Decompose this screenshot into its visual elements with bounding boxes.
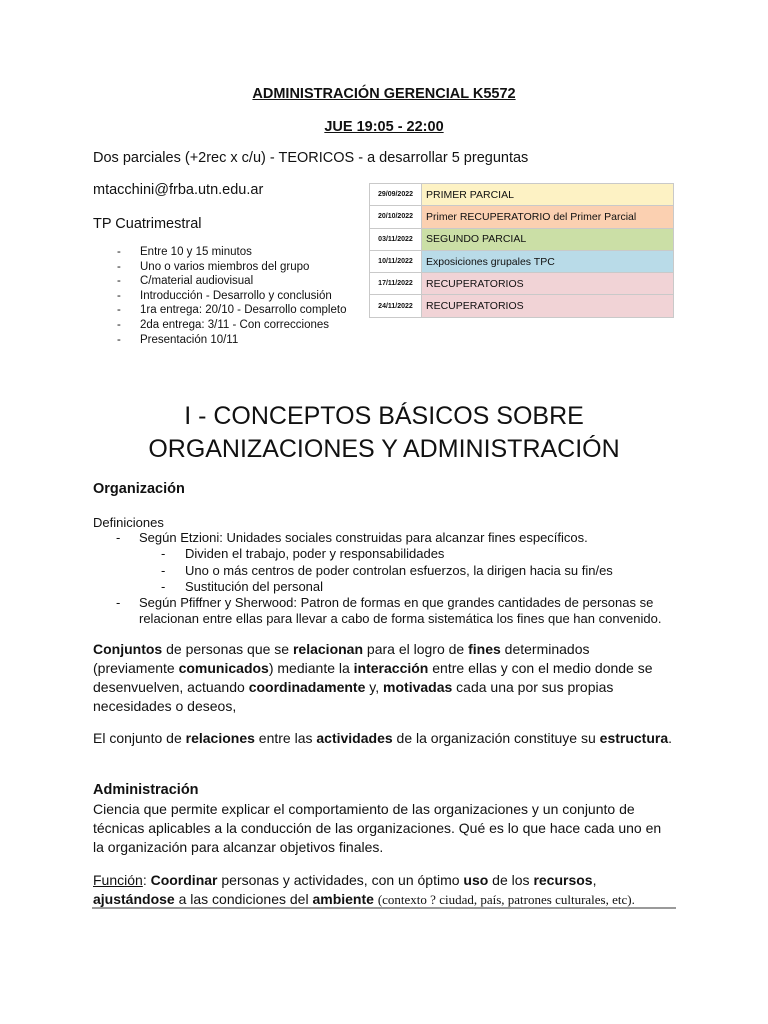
definition-pfiffner-line2: relacionan entre ellas para llevar a cabo de forma sistemática los fines que han convenido. <box>139 611 662 627</box>
divider <box>92 907 676 909</box>
emphasized-term: relacionan <box>292 641 364 657</box>
calendar-event: Exposiciones grupales TPC <box>422 250 674 272</box>
calendar-date: 03/11/2022 <box>370 228 422 250</box>
calendar-event: PRIMER PARCIAL <box>422 184 674 206</box>
list-item: - Presentación 10/11 <box>117 333 377 348</box>
emphasized-term: relaciones <box>185 730 255 746</box>
list-item: - Uno o varios miembros del grupo <box>117 260 377 275</box>
calendar-date: 10/11/2022 <box>370 250 422 272</box>
text-run: de personas que se <box>162 641 293 657</box>
calendar-date: 20/10/2022 <box>370 206 422 228</box>
list-item: - Sustitución del personal <box>93 579 693 595</box>
funcion-line1 <box>93 871 683 890</box>
list-item: - Dividen el trabajo, poder y responsabilidades <box>93 546 693 562</box>
parciales-info: Dos parciales (+2rec x c/u) - TEORICOS - a desarrollar 5 preguntas <box>93 150 529 166</box>
emphasized-term: ajustándose <box>93 891 175 907</box>
funcion-text-2 <box>93 891 374 907</box>
table-row <box>370 250 674 272</box>
tp-title: TP Cuatrimestral <box>93 216 202 232</box>
definiciones-label: Definiciones <box>93 515 164 530</box>
emphasized-term: uso <box>463 872 489 888</box>
definition-pfiffner <box>93 595 693 628</box>
emphasized-term: recursos <box>533 872 593 888</box>
emphasized-term: Conjuntos <box>93 641 163 657</box>
chapter-heading-line1: I - CONCEPTOS BÁSICOS SOBRE <box>184 402 584 430</box>
emphasized-term: coordinadamente <box>248 679 366 695</box>
document-title: ADMINISTRACIÓN GERENCIAL K5572 <box>252 86 516 102</box>
calendar-event: RECUPERATORIOS <box>422 295 674 317</box>
text-run: ) mediante la <box>268 660 354 676</box>
text-run: cada una por sus propias necesidades o deseos, <box>93 679 614 714</box>
text-run: personas y actividades, con un óptimo <box>217 872 464 888</box>
calendar-event: Primer RECUPERATORIO del Primer Parcial <box>422 206 674 228</box>
emphasized-term: comunicados <box>178 660 269 676</box>
section-heading-administracion: Administración <box>93 782 199 798</box>
list-item: - Uno o más centros de poder controlan esfuerzos, la dirigen hacia su fin/es <box>93 563 693 579</box>
calendar-date: 17/11/2022 <box>370 273 422 295</box>
text-run: entre ellas y con el medio donde se desenvuelven, actuando <box>93 660 653 695</box>
text-run: : <box>142 872 151 888</box>
funcion-text <box>143 872 597 888</box>
emphasized-term: Coordinar <box>150 872 218 888</box>
list-item: - Entre 10 y 15 minutos <box>117 245 377 260</box>
organizacion-paragraph <box>93 640 673 716</box>
text-run: de la organización constituye su <box>392 730 600 746</box>
text-run: a las condiciones del <box>174 891 313 907</box>
text-run: entre las <box>254 730 317 746</box>
calendar-event: SEGUNDO PARCIAL <box>422 228 674 250</box>
text-run: El conjunto de <box>93 730 186 746</box>
emphasized-term: actividades <box>316 730 393 746</box>
exam-calendar-table <box>369 183 674 318</box>
table-row <box>370 206 674 228</box>
text-run: determinados (previamente <box>93 641 590 676</box>
chapter-heading <box>0 400 768 466</box>
list-item: - 1ra entrega: 20/10 - Desarrollo completo <box>117 303 377 318</box>
emphasized-term: motivadas <box>383 679 453 695</box>
text-run: y, <box>365 679 384 695</box>
tp-requirements-list <box>117 245 377 347</box>
text-run: de los <box>488 872 534 888</box>
funcion-paragraph <box>93 871 683 909</box>
table-row <box>370 228 674 250</box>
emphasized-term: estructura <box>599 730 669 746</box>
table-row <box>370 184 674 206</box>
list-item: - 2da entrega: 3/11 - Con correcciones <box>117 318 377 333</box>
calendar-date: 24/11/2022 <box>370 295 422 317</box>
list-item: - C/material audiovisual <box>117 274 377 289</box>
estructura-paragraph <box>93 729 673 748</box>
calendar-event: RECUPERATORIOS <box>422 273 674 295</box>
definition-pfiffner-line1: - Según Pfiffner y Sherwood: Patron de formas en que grandes cantidades de personas se <box>139 595 654 611</box>
emphasized-term: ambiente <box>312 891 374 907</box>
class-schedule: JUE 19:05 - 22:00 <box>324 119 444 135</box>
funcion-label: Función <box>93 872 143 888</box>
text-run: para el logro de <box>363 641 469 657</box>
definition-etzioni: - Según Etzioni: Unidades sociales construidas para alcanzar fines específicos. <box>93 530 693 546</box>
table-row <box>370 273 674 295</box>
section-heading-organizacion: Organización <box>93 481 185 497</box>
contact-email: mtacchini@frba.utn.edu.ar <box>93 182 264 198</box>
administracion-definition: Ciencia que permite explicar el comportamiento de las organizaciones y un conjunto de técnicas aplicables a la conducción de las organizaciones. Qué es lo que hace cada uno en la organización para alcanzar objetivos finales. <box>93 801 662 855</box>
text-run: . <box>668 730 673 746</box>
list-item: - Introducción - Desarrollo y conclusión <box>117 289 377 304</box>
emphasized-term: interacción <box>353 660 429 676</box>
emphasized-term: fines <box>468 641 501 657</box>
table-row <box>370 295 674 317</box>
calendar-date: 29/09/2022 <box>370 184 422 206</box>
funcion-note: (contexto ? ciudad, país, patrones culturales, etc). <box>377 892 635 907</box>
text-run: , <box>592 872 597 888</box>
chapter-heading-line2: ORGANIZACIONES Y ADMINISTRACIÓN <box>148 435 620 463</box>
definitions-list <box>93 530 693 628</box>
